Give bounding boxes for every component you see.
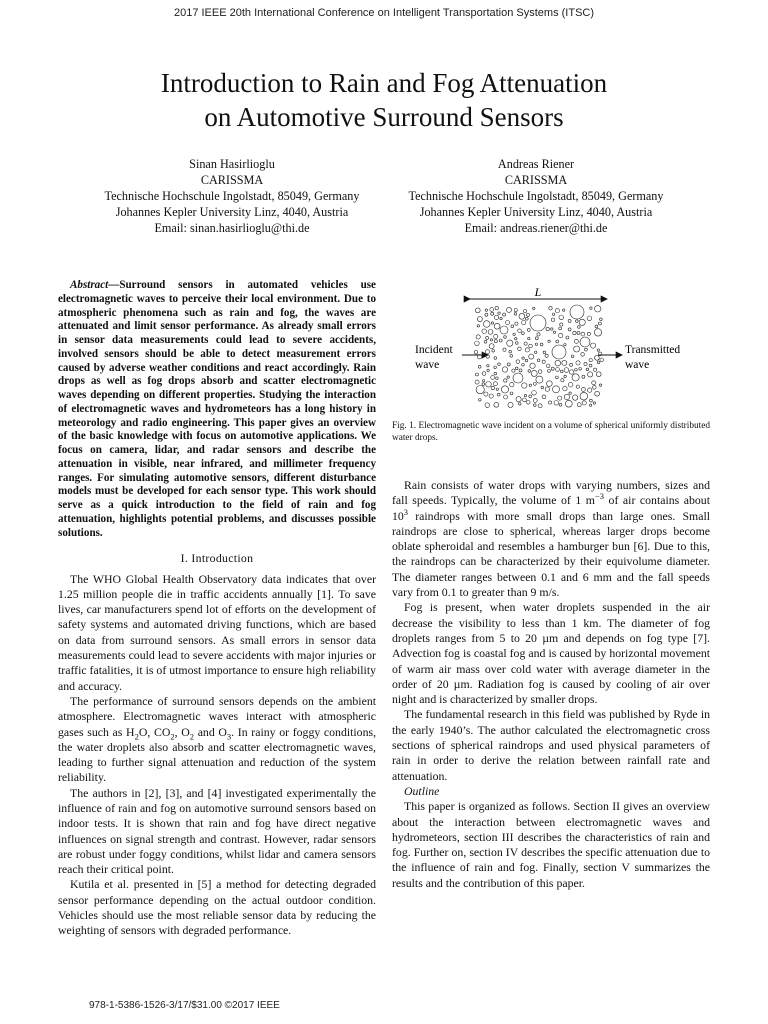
water-drop [511,325,514,328]
author-affiliation: CARISSMA [504,173,568,187]
water-drop [596,372,601,377]
water-drop [577,403,581,407]
water-drop [507,363,510,366]
water-drop [507,307,512,312]
water-drop [573,395,578,400]
water-drop [499,339,502,342]
water-drop [475,341,480,346]
water-drop [590,307,592,309]
water-drop [491,322,493,324]
author-block-1 [82,156,382,236]
author-name: Andreas Riener [497,157,575,171]
water-drop [589,364,592,367]
water-drop [576,385,579,388]
water-drop [477,325,479,327]
water-drop [559,327,562,330]
figure-1 [392,282,710,419]
water-drop [590,399,593,402]
water-drop [494,323,500,329]
water-drop [535,343,537,345]
water-drop [593,386,597,390]
water-drop [600,318,603,321]
water-drop [536,376,543,383]
water-drop [569,392,571,394]
transmitted-label: Transmitted [625,344,681,356]
water-drop [551,328,553,330]
water-drop [570,305,584,319]
intro-paragraph: The performance of surround sensors depends on the ambient atmosphere. Electromagnetic waves interact with atmospheric gases such as $H_2O$, $CO_2$, $O_2$ and $O_3$. In rainy or foggy conditions, the water droplets also absorb and scatter electromagnetic waves, leading to further signal attenuation and reduction of the system reliability. [58,693,377,785]
author-name: Sinan Hasirlioglu [189,157,275,171]
water-drop [495,306,498,309]
water-drop [491,312,494,315]
water-drop [500,326,508,334]
water-drop [537,333,540,336]
water-drop [552,345,566,359]
water-drop [498,312,500,314]
water-drop [580,337,590,347]
water-drop [485,313,488,316]
water-drop [545,387,549,391]
water-drop [562,360,567,365]
water-drop [505,321,509,325]
water-drop [528,337,530,339]
water-drop [561,379,564,382]
water-drop [559,403,562,406]
water-drop [582,401,586,405]
intro-paragraph: The authors in [2], [3], and [4] investigated experimentally the influence of rain and fog on automotive surround sensors based on indoor tests. It is shown that rain and fog have direct negative influences on signal strength and contrast. However, radar sensors are robust under foggy conditions, whilst lidar and camera sensors reach their critical point. [58,785,376,877]
length-label: L [534,285,542,299]
research-paragraph: The fundamental research in this field was published by Ryde in the early 1940’s. The author calculated the electromagnetic cross sections of spherical raindrops and used physical parameters of rain in order to derive the relation between rainfall rate and attenuation. [392,707,710,783]
water-drop [524,394,526,396]
water-drop [494,372,497,375]
water-drop [500,317,502,319]
water-drop [494,366,497,369]
water-drop [476,386,484,394]
water-drop [475,380,479,384]
water-drop [560,323,563,326]
drop-volume [474,305,603,408]
water-drop [599,384,601,386]
water-drop [504,395,508,399]
water-drop [515,367,518,370]
water-drop [588,388,592,392]
water-drop [592,381,596,385]
water-drop [535,337,538,340]
water-drop [595,306,601,312]
water-drop [558,396,562,400]
water-drop [522,364,525,367]
water-drop [485,309,487,311]
author-institution: Technische Hochschule Ingolstadt, 85049, Germany [104,189,360,203]
water-drop [492,350,495,353]
water-drop [524,342,527,345]
incident-label: wave [415,359,440,371]
water-drop [518,403,521,406]
conference-header: 2017 IEEE 20th International Conference on Intelligent Transportation Systems (ITSC) [173,7,595,19]
water-drop [497,393,500,396]
water-drop [587,332,590,335]
water-drop [525,359,528,362]
water-drop [597,361,600,364]
water-drop [507,340,513,346]
water-drop [532,391,537,396]
water-drop [545,354,548,357]
water-drop [533,398,537,402]
water-drop [490,308,494,312]
water-drop [585,348,588,351]
author-institution: Johannes Kepler University Linz, 4040, Austria [419,205,653,219]
water-drop [582,375,585,378]
water-drop [512,369,515,372]
water-drop [476,335,480,339]
author-block-2 [386,156,686,236]
fog-paragraph: Fog is present, when water droplets suspended in the air decrease the visibility to less than 1 km. The diameter of fog droplets ranges from 5 to 20 µm and depends on fog type [7]. Advection fog is coastal fog and is caused by horizontal movement of warm air mass over cold water with average diameter in the order of 20 µm. Radiation fog is caused by cooling of air over night and is characterized by smaller drops. [392,600,710,707]
water-drop [491,386,494,389]
water-drop [571,355,574,358]
water-drop [533,307,535,309]
figure-caption: Fig. 1. Electromagnetic wave incident on a volume of spherical uniformly distributed water drops. [392,421,710,443]
water-drop [576,361,580,365]
water-drop [595,391,600,396]
water-drop [540,343,543,346]
water-drop [553,331,555,333]
copyright-footer: 978-1-5386-1526-3/17/$31.00 ©2017 IEEE [89,1000,280,1011]
right-column [392,478,710,891]
water-drop [510,392,513,395]
water-drop [564,375,566,377]
water-drop [524,310,527,313]
water-drop [486,382,492,388]
water-drop [484,392,488,396]
water-drop [478,365,481,368]
water-drop [552,313,554,315]
water-drop [496,388,498,390]
water-drop [516,360,520,364]
water-drop [522,357,524,359]
water-drop [516,397,521,402]
abstract-text: Surround sensors in automated vehicles use electromagnetic waves to perceive their local environment. Due to atmospheric phenomena such as rain and fog, the waves are attenuated and limit sensor performance. As already small errors in sensor data measurements could lead to severe accidents, involved sensors should be able to detect measurement errors caused by adverse weather conditions and react accordingly. Rain drops as well as fog drops absorb and scatter electromagnetic waves depending on different properties. Studying the interaction of electromagnetic waves and hydrometeors has a long history in meteorology and radio engineering. This paper gives an overview of the basic knowledge with focus on automotive applications. We focus on camera, lidar, and radar sensors and describe the attenuation in visible, near infrared, and millimeter frequency ranges. For simulating automotive sensors, different disturbance models must be developed for each sensor type. This work should serve as a quick introduction to the field of rain and fog attenuation, highlights potential problems, and discusses possible solutions. [58,279,376,539]
water-drop [568,328,571,331]
water-drop [574,346,580,352]
water-drop [477,317,482,322]
water-drop [578,326,581,329]
water-drop [514,313,517,316]
water-drop [591,343,596,348]
water-drop [541,386,544,389]
water-drop [486,336,489,339]
abstract-label: Abstract [70,279,109,291]
water-drop [475,308,480,313]
water-drop [555,309,559,313]
water-drop [528,370,531,373]
water-drop [527,329,530,332]
outline-heading: Outline [404,783,440,798]
water-drop [513,373,523,383]
water-drop [494,402,499,407]
water-drop [549,307,552,310]
water-drop [482,383,485,386]
water-drop [523,398,527,402]
water-drop [546,327,549,330]
water-drop [538,404,542,408]
water-drop [502,367,507,372]
water-drop [566,336,569,339]
water-drop [496,377,499,380]
water-drop [510,382,514,386]
water-drop [491,376,495,380]
water-drop [564,394,569,399]
water-drop [487,365,489,367]
water-drop [555,360,561,366]
water-drop [564,344,566,346]
water-drop [588,372,593,377]
transmitted-label: wave [625,359,650,371]
water-drop [586,368,589,371]
water-drop [522,383,527,388]
water-drop [530,363,535,368]
water-drop [547,381,553,387]
water-drop [581,387,585,391]
water-drop [519,313,525,319]
water-drop [487,369,489,371]
water-drop [485,403,490,408]
water-drop [503,348,506,351]
water-drop [593,402,595,404]
water-drop [594,368,597,371]
intro-paragraph: Kutila et al. presented in [5] a method for detecting degraded sensor performance depending on the actual outdoor condition. Vehicles should use the most reliable sensor data by reducing the weighting of sensors with degraded performance. [58,877,376,938]
water-drop [551,367,554,370]
water-drop [584,362,587,365]
water-drop [556,368,560,372]
water-drop [529,354,534,359]
intro-paragraph: The WHO Global Health Observatory data indicates that over 1.25 million people die in traffic accidents annually [1]. To save lives, car manufacturers spend lot of efforts on the development of safety systems and automated driving functions, which are based on data from surround sensors. As small errors in sensor data measurements could lead to severe accidents with major injuries or traffic fatalities, it is of utmost importance to ensure high reliability and accuracy. [58,571,376,693]
water-drop [570,363,573,366]
incident-label: Incident [415,344,453,356]
water-drop [525,348,529,352]
water-drop [542,395,546,399]
water-drop [553,386,560,393]
water-drop [482,380,484,382]
water-drop [568,382,573,387]
water-drop [529,395,532,398]
abstract: Abstract—Surround sensors in automated vehicles use electromagnetic waves to perceive their local environment. Due to atmospheric phenomena such as rain and fog, the waves are attenuated and limit sensor performance. As already small errors in sensor data measurements could lead to severe accidents, involved sensors should be able to detect measurement errors caused by adverse weather conditions and react accordingly. Rain drops as well as fog drops absorb and scatter electromagnetic waves depending on different properties. Studying the interaction of electromagnetic waves and hydrometeors has a long history in meteorology and radio engineering. This paper gives an overview of the basic knowledge with focus on automotive applications. We focus on camera, lidar, and radar sensors and describe the attenuation in visible, near infrared, and millimeter frequency ranges. For simulating automotive sensors, different disturbance models must be developed for each sensor type. This work should serve as a quick introduction to the field of rain and fog attenuation, highlights potential problems, and discusses possible solutions. [58,279,376,539]
water-drop [542,360,545,363]
water-drop [514,309,517,312]
water-drop [589,359,592,362]
water-drop [530,315,546,331]
water-drop [522,332,525,335]
water-drop [515,338,517,340]
water-drop [483,321,490,328]
water-drop [556,376,559,379]
water-drops-diagram [392,282,710,414]
water-drop [576,320,579,323]
water-drop [564,368,569,373]
water-drop [574,339,578,343]
water-drop [556,340,559,343]
water-drop [489,344,494,349]
author-affiliation: CARISSMA [200,173,264,187]
left-column [58,279,376,939]
water-drop [494,340,497,343]
water-drop [503,313,506,316]
water-drop [510,355,513,358]
paper-title [40,66,728,134]
water-drop [568,319,571,322]
water-drop [518,329,522,333]
section-heading-introduction: I. Introduction [180,551,254,566]
water-drop [543,351,546,354]
water-drop [516,342,519,345]
water-drop [595,355,600,360]
water-drop [587,316,592,321]
water-drop [490,339,492,341]
water-drop [597,349,599,351]
water-drop [563,309,565,311]
water-drop [482,329,487,334]
water-drop [579,319,585,325]
water-drop [507,376,509,378]
water-drop [474,351,477,354]
water-drop [559,333,563,337]
water-drop [488,330,493,335]
water-drop [475,373,478,376]
water-drop [572,374,579,381]
water-drop [554,401,559,406]
water-drop [551,318,554,321]
water-drop [594,329,601,336]
author-institution: Johannes Kepler University Linz, 4040, Austria [115,205,349,219]
water-drop [580,392,588,400]
water-drop [600,358,604,362]
water-drop [522,321,526,325]
water-drop [575,369,578,372]
water-drop [581,353,585,357]
water-drop [531,370,537,376]
water-drop [518,347,522,351]
water-drop [589,404,591,406]
water-drop [513,333,515,335]
water-drop [494,357,497,360]
author-email: Email: andreas.riener@thi.de [464,221,608,235]
water-drop [525,317,528,320]
water-drop [548,340,550,342]
water-drop [493,382,497,386]
water-drop [494,315,498,319]
water-drop [504,336,507,339]
water-drop [485,350,489,354]
water-drop [519,369,522,372]
outline-paragraph: This paper is organized as follows. Section II gives an overview about the interaction between electromagnetic waves and hydrometeors, section III describes the characteristics of rain and fog. Further on, section IV describes the specific attenuation due to the influence of rain and fog. Finally, section V summarizes the results and the contribution of this paper. [392,799,710,890]
water-drop [579,368,582,371]
water-drop [537,359,540,362]
water-drop [581,332,585,336]
water-drop [498,363,501,366]
title-line-1: Introduction to Rain and Fog Attenuation [160,68,608,98]
water-drop [529,384,531,386]
water-drop [489,394,493,398]
water-drop [479,399,482,402]
water-drop [515,322,518,325]
water-drop [508,402,513,407]
water-drop [577,331,580,334]
rain-paragraph: Rain consists of water drops with varying numbers, sizes and fall speeds. Typically, the volume of 1 $m^{-3}$ of air contains about $10^3$ raindrops with more small drops than large ones. Small raindrops are close to spherical, whereas larger drops become oblate spheroidal and resembles a hamburger bun [6]. Due to this, the raindrops can be characterized by their equivolume diameter. The diameter ranges between 0.1 and 6 mm and the fall speeds vary from 0.1 to greater than 9 m/s. [392,478,710,600]
water-drop [504,379,507,382]
water-drop [527,401,531,405]
water-drop [534,383,537,386]
water-drop [484,340,487,343]
title-line-2: on Automotive Surround Sensors [204,102,564,132]
water-drop [598,322,601,325]
water-drop [494,334,498,338]
water-drop [529,344,533,348]
water-drop [534,404,537,407]
water-drop [535,351,537,353]
water-drop [573,331,576,334]
water-drop [482,372,486,376]
water-drop [538,370,542,374]
water-drop [561,370,564,373]
water-drop [527,313,530,316]
water-drop [595,325,598,328]
author-institution: Technische Hochschule Ingolstadt, 85049, Germany [408,189,664,203]
water-drop [548,370,551,373]
author-email: Email: sinan.hasirlioglu@thi.de [154,221,310,235]
water-drop [501,386,508,393]
water-drop [509,350,512,353]
water-drop [565,400,572,407]
water-drop [559,315,564,320]
water-drop [549,401,552,404]
water-drop [546,364,550,368]
water-drop [569,370,573,374]
water-drop [563,386,567,390]
